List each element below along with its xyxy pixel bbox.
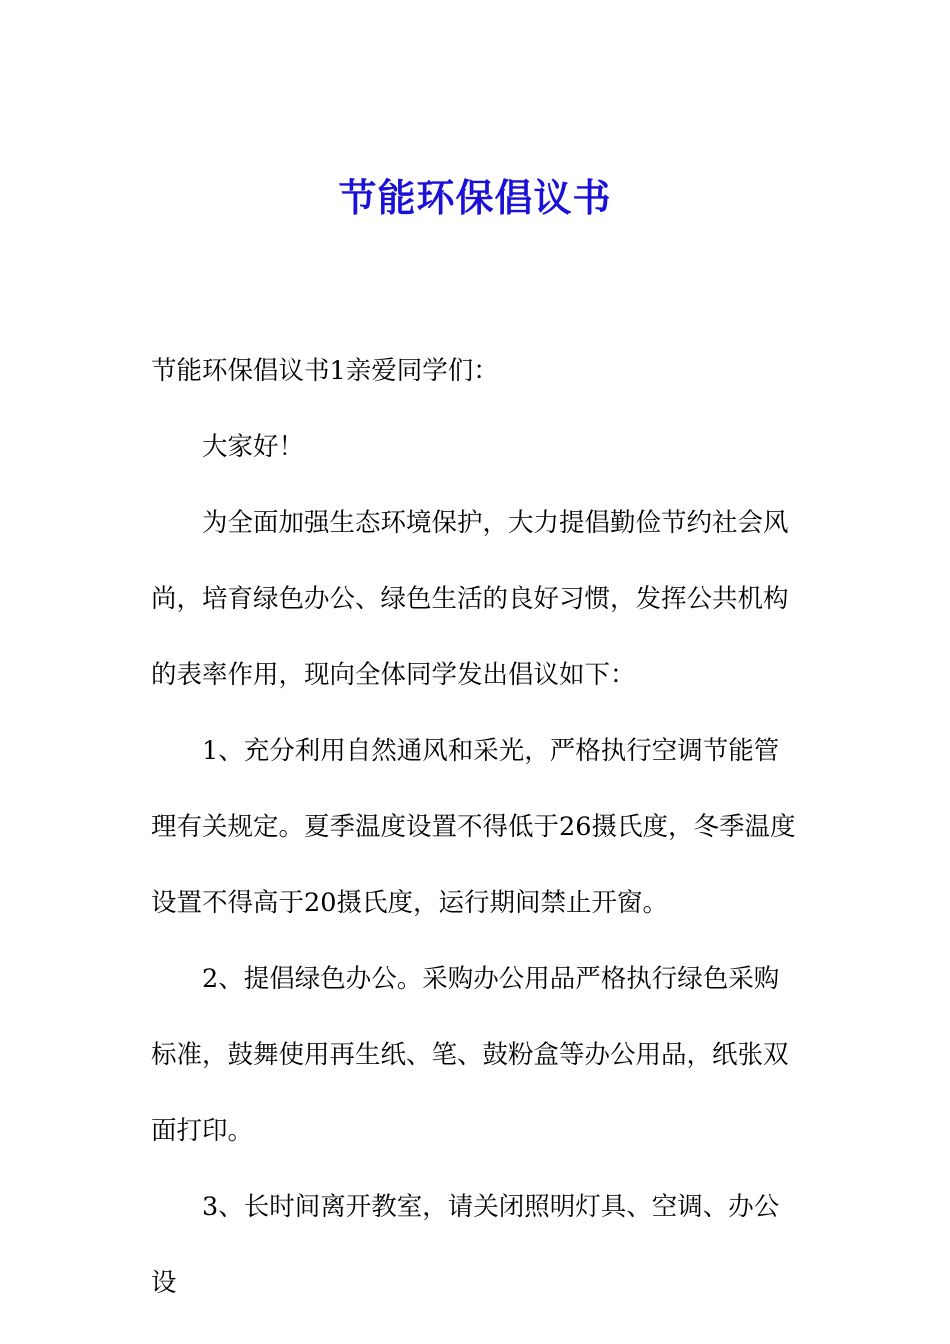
greeting-paragraph: 节能环保倡议书1亲爱同学们： [151,356,499,386]
item-1-paragraph: 1、充分利用自然通风和采光，严格执行空调节能管理有关规定。夏季温度设置不得低于26摄氏度，冬季温度设置不得高于20摄氏度，运行期间禁止开窗。 [151,736,796,918]
document-title: 节能环保倡议书 [338,176,612,220]
item-2-paragraph: 2、提倡绿色办公。采购办公用品严格执行绿色采购标准，鼓舞使用再生纸、笔、鼓粉盒等办公用品，纸张双面打印。 [151,964,789,1146]
intro-paragraph: 为全面加强生态环境保护，大力提倡勤俭节约社会风尚，培育绿色办公、绿色生活的良好习惯，发挥公共机构的表率作用，现向全体同学发出倡议如下： [151,508,789,690]
item-3-paragraph: 3、长时间离开教室，请关闭照明灯具、空调、办公设 [151,1192,780,1298]
document-body [151,333,803,1321]
salutation-paragraph: 大家好！ [202,432,305,462]
